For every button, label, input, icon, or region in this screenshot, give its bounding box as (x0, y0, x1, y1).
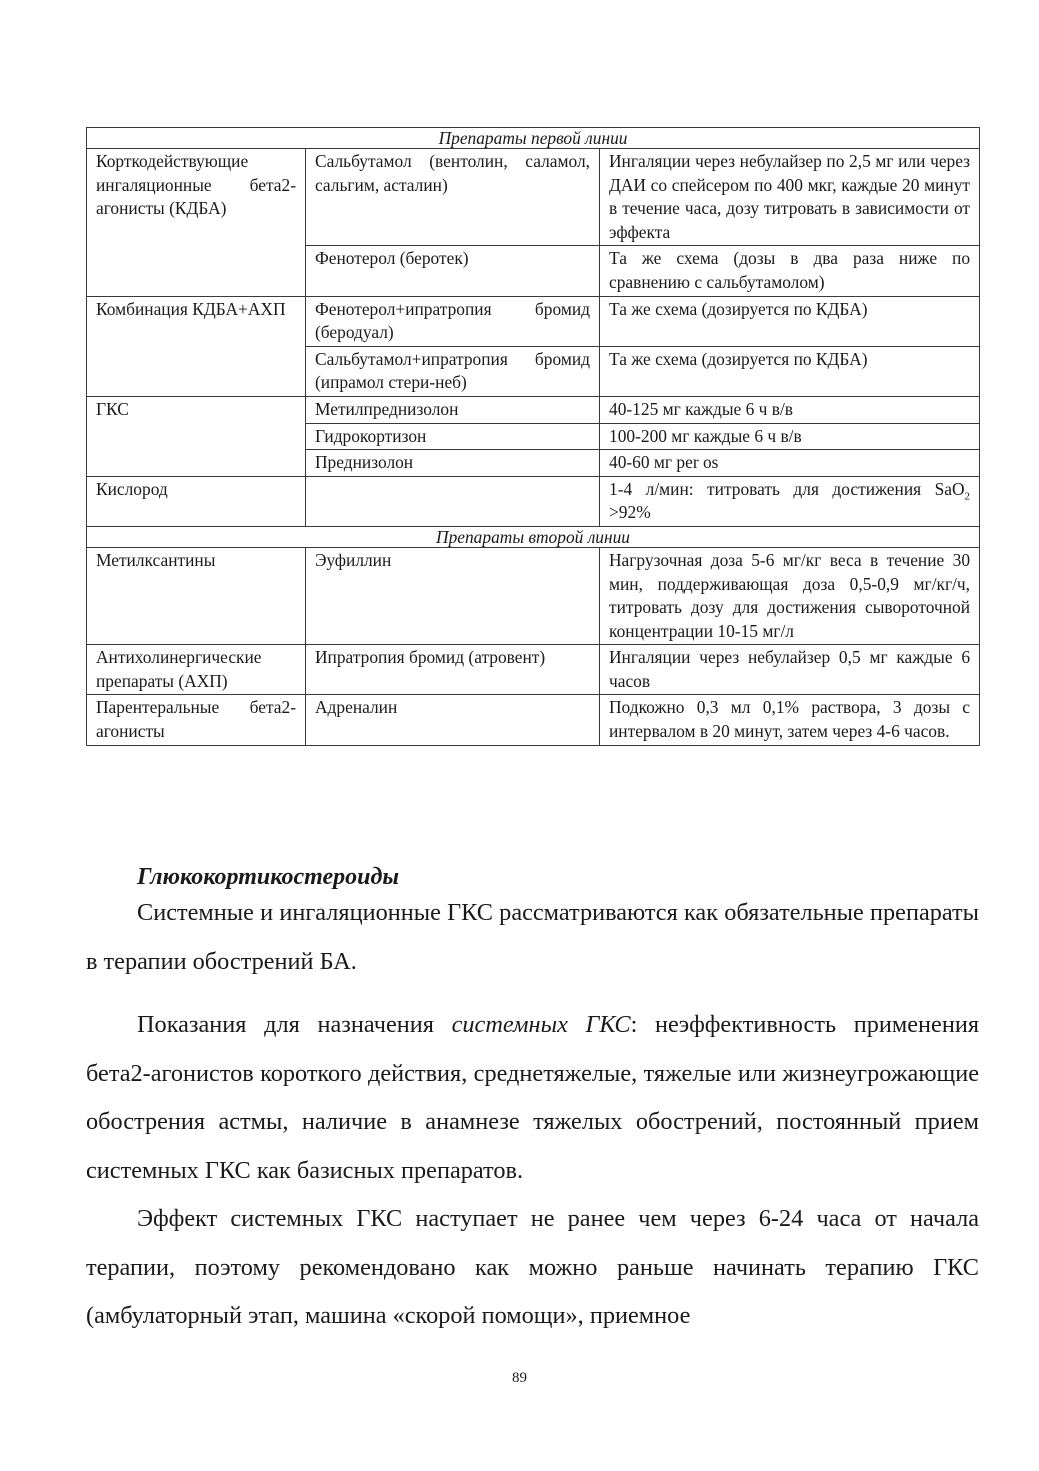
drug-group-cell: ГКС (87, 396, 306, 476)
page-number: 89 (512, 1370, 527, 1386)
paragraph-text: Показания для назначения (137, 1011, 452, 1038)
drug-name-cell: Преднизолон (306, 450, 600, 477)
drug-group-cell: Метилксантины (87, 547, 306, 644)
drug-name-cell: Фенотерол (беротек) (306, 246, 600, 296)
dose-cell: Ингаляции через небулайзер по 2,5 мг или через ДАИ со спейсером по 400 мкг, каждые 20 минут в течение часа, дозу титровать в зависимости от эффекта (600, 149, 980, 246)
drug-name-cell: Адреналин (306, 695, 600, 745)
table-row (87, 645, 980, 695)
drug-group-cell: Антихолинергические препараты (АХП) (87, 645, 306, 695)
section-heading: Глюкокортикостероиды (137, 864, 400, 890)
paragraph-3: Эффект системных ГКС наступает не ранее чем через 6-24 часа от начала терапии, поэтому рекомендовано как можно раньше начинать терапию ГКС (амбулаторный этап, машина «скорой помощи», приемное (86, 1205, 979, 1329)
dose-cell: 40-125 мг каждые 6 ч в/в (600, 396, 980, 423)
table-row (87, 149, 980, 246)
section-title: Препараты первой линии (87, 128, 980, 149)
dose-cell: Нагрузочная доза 5-6 мг/кг веса в течение 30 мин, поддерживающая доза 0,5-0,9 мг/кг/ч, титровать дозу для достижения сывороточной концентрации 10-15 мг/л (600, 547, 980, 644)
dose-cell: Ингаляции через небулайзер 0,5 мг каждые 6 часов (600, 645, 980, 695)
drug-group-cell: Корткодействующие ингаляционные бета2-агонисты (КДБА) (87, 149, 306, 297)
drug-group-cell: Кислород (87, 476, 306, 526)
dose-text-tail: >92% (609, 502, 651, 523)
section-row-second-line (87, 526, 980, 547)
section-row-first-line (87, 128, 980, 149)
drug-group-cell: Парентеральные бета2-агонисты (87, 695, 306, 745)
drug-name-cell: Эуфиллин (306, 547, 600, 644)
paragraph-2 (86, 1001, 979, 1195)
drug-name-cell: Гидрокортизон (306, 423, 600, 450)
dose-cell: Та же схема (дозируется по КДБА) (600, 296, 980, 346)
dose-cell: Та же схема (дозы в два раза ниже по сравнению с сальбутамолом) (600, 246, 980, 296)
drug-name-cell: Сальбутамол (вентолин, саламол, сальгим, асталин) (306, 149, 600, 246)
drug-name-cell: Метилпреднизолон (306, 396, 600, 423)
table-row (87, 296, 980, 346)
dose-cell: Та же схема (дозируется по КДБА) (600, 346, 980, 396)
dose-cell: Подкожно 0,3 мл 0,1% раствора, 3 дозы с интервалом в 20 минут, затем через 4-6 часов. (600, 695, 980, 745)
table-row (87, 476, 980, 526)
drug-name-cell: Ипратропия бромид (атровент) (306, 645, 600, 695)
subscript: 2 (964, 490, 971, 503)
dose-text: 1-4 л/мин: титровать для достижения SaO (609, 478, 965, 499)
drug-name-cell (306, 476, 600, 526)
drug-table (86, 127, 980, 746)
table-row (87, 695, 980, 745)
drug-name-cell: Фенотерол+ипратропия бромид (беродуал) (306, 296, 600, 346)
section-title: Препараты второй линии (87, 526, 980, 547)
dose-cell: 100-200 мг каждые 6 ч в/в (600, 423, 980, 450)
drug-name-cell: Сальбутамол+ипратропия бромид (ипрамол стери-неб) (306, 346, 600, 396)
paragraph-1: Системные и ингаляционные ГКС рассматриваются как обязательные препараты в терапии обострений БА. (86, 899, 979, 975)
drug-group-cell: Комбинация КДБА+АХП (87, 296, 306, 396)
dose-cell: 40-60 мг per os (600, 450, 980, 477)
emphasis-text: системных ГКС (451, 1011, 631, 1038)
table-row (87, 547, 980, 644)
dose-cell (600, 476, 980, 526)
table-row (87, 396, 980, 423)
paragraph-text: : неэффективность применения бета2-агонистов короткого действия, среднетяжелые, тяжелые или жизнеугрожающие обострения астмы, наличие в анамнезе тяжелых обострений, постоянный прием системных ГКС как базисных препаратов. (86, 1011, 980, 1184)
